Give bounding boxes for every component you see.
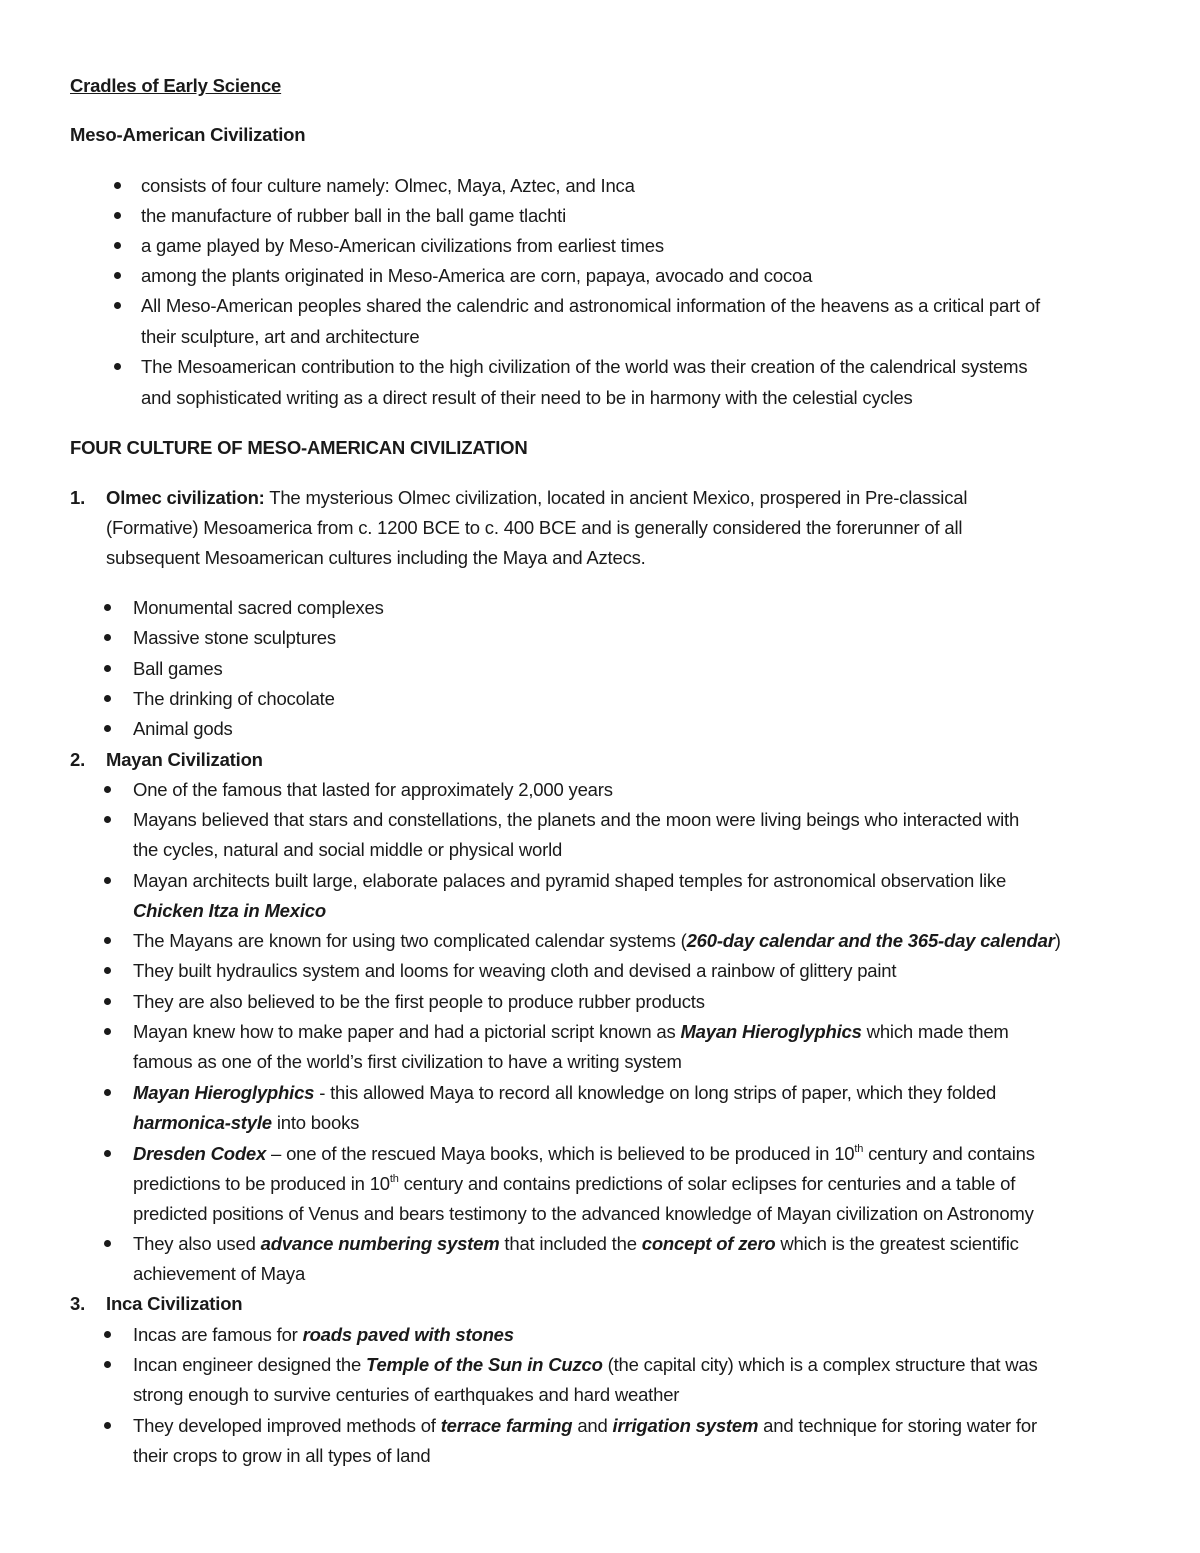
text: which is the greatest scientific: [775, 1233, 1019, 1254]
text: century and contains predictions of solar eclipses for centuries and a table of: [398, 1173, 1016, 1194]
list-item: the manufacture of rubber ball in the ball game tlachti: [141, 205, 567, 226]
text: that included the: [499, 1233, 642, 1254]
emphasis: Temple of the Sun in Cuzco: [366, 1354, 603, 1375]
list-item: One of the famous that lasted for approximately 2,000 years: [133, 779, 613, 800]
list-item: Mayans believed that stars and constellations, the planets and the moon were living beings who interacted with: [133, 809, 1020, 830]
list-item-continued: the cycles, natural and social middle or physical world: [133, 839, 563, 860]
bullet-icon: [104, 725, 111, 732]
emphasis: Mayan Hieroglyphics: [133, 1082, 315, 1103]
list-item-continued: achievement of Maya: [133, 1263, 306, 1284]
list-item-continued: their sculpture, art and architecture: [141, 326, 420, 347]
section-heading: Meso-American Civilization: [70, 124, 306, 145]
olmec-paragraph-line: (Formative) Mesoamerica from c. 1200 BCE to c. 400 BCE and is generally considered the forerunner of all: [106, 517, 963, 538]
list-item: The drinking of chocolate: [133, 688, 335, 709]
list-item: [133, 1143, 1035, 1165]
bullet-icon: [114, 363, 121, 370]
text: The Mayans are known for using two complicated calendar systems (: [133, 930, 687, 951]
bullet-icon: [114, 302, 121, 309]
list-item: [133, 1021, 1009, 1043]
maya-heading: Mayan Civilization: [106, 749, 263, 770]
bullet-icon: [104, 1240, 111, 1247]
list-item-continued: predicted positions of Venus and bears testimony to the advanced knowledge of Mayan civilization on Astronomy: [133, 1203, 1034, 1224]
list-item: The Mesoamerican contribution to the high civilization of the world was their creation of the calendrical systems: [141, 356, 1028, 377]
list-item-continued: and sophisticated writing as a direct result of their need to be in harmony with the celestial cycles: [141, 387, 913, 408]
text: Incas are famous for: [133, 1324, 303, 1345]
bullet-icon: [104, 604, 111, 611]
emphasis: roads paved with stones: [302, 1324, 514, 1345]
emphasis: Mayan Hieroglyphics: [680, 1021, 862, 1042]
text: Mayan knew how to make paper and had a pictorial script known as: [133, 1021, 681, 1042]
olmec-heading: Olmec civilization:: [106, 487, 265, 508]
list-item: [133, 1233, 1019, 1255]
bullet-icon: [104, 1422, 111, 1429]
list-item: Ball games: [133, 658, 223, 679]
emphasis: irrigation system: [612, 1415, 759, 1436]
bullet-icon: [104, 998, 111, 1005]
bullet-icon: [104, 695, 111, 702]
olmec-text: The mysterious Olmec civilization, located in ancient Mexico, prospered in Pre-classical: [264, 487, 968, 508]
list-item: among the plants originated in Meso-America are corn, papaya, avocado and cocoa: [141, 265, 813, 286]
text: into books: [271, 1112, 360, 1133]
bullet-icon: [104, 967, 111, 974]
list-number: 3.: [70, 1293, 86, 1314]
list-item: Animal gods: [133, 718, 233, 739]
text: and technique for storing water for: [758, 1415, 1037, 1436]
list-item: [133, 1415, 1037, 1437]
text: They also used: [133, 1233, 261, 1254]
list-item: All Meso-American peoples shared the calendric and astronomical information of the heavens as a critical part of: [141, 295, 1040, 316]
bullet-icon: [114, 272, 121, 279]
olmec-paragraph-line: subsequent Mesoamerican cultures including the Maya and Aztecs.: [106, 547, 646, 568]
bullet-icon: [104, 665, 111, 672]
list-item: Mayan architects built large, elaborate palaces and pyramid shaped temples for astronomical observation like: [133, 870, 1007, 891]
emphasis: concept of zero: [641, 1233, 776, 1254]
superscript: th: [389, 1173, 399, 1185]
text: century and contains: [863, 1143, 1035, 1164]
bullet-icon: [104, 937, 111, 944]
emphasis: terrace farming: [440, 1415, 573, 1436]
text: ): [1054, 930, 1061, 951]
list-item: [133, 1324, 514, 1346]
bullet-icon: [114, 242, 121, 249]
bullet-icon: [104, 786, 111, 793]
bullet-icon: [104, 1028, 111, 1035]
text: – one of the rescued Maya books, which is believed to be produced in 10: [266, 1143, 855, 1164]
list-item-continued: strong enough to survive centuries of earthquakes and hard weather: [133, 1384, 680, 1405]
text: - this allowed Maya to record all knowledge on long strips of paper, which they folded: [314, 1082, 997, 1103]
list-item: Monumental sacred complexes: [133, 597, 384, 618]
text: predictions to be produced in 10: [133, 1173, 390, 1194]
text: and: [572, 1415, 613, 1436]
text: They developed improved methods of: [133, 1415, 441, 1436]
olmec-paragraph-line: [106, 487, 967, 509]
list-item: They are also believed to be the first people to produce rubber products: [133, 991, 705, 1012]
bullet-icon: [104, 1089, 111, 1096]
inca-heading: Inca Civilization: [106, 1293, 243, 1314]
bullet-icon: [104, 634, 111, 641]
bullet-icon: [104, 1150, 111, 1157]
bullet-icon: [114, 182, 121, 189]
list-item-continued: [133, 1112, 359, 1134]
list-number: 1.: [70, 487, 86, 508]
list-item: Massive stone sculptures: [133, 627, 336, 648]
bullet-icon: [104, 877, 111, 884]
list-number: 2.: [70, 749, 86, 770]
list-item-continued: Chicken Itza in Mexico: [133, 900, 326, 921]
bullet-icon: [104, 816, 111, 823]
list-item: [133, 1082, 996, 1104]
bullet-icon: [114, 212, 121, 219]
text: Incan engineer designed the: [133, 1354, 367, 1375]
list-item-continued: [133, 1173, 1015, 1195]
emphasis: advance numbering system: [260, 1233, 500, 1254]
emphasis: 260-day calendar and the 365-day calendar: [686, 930, 1055, 951]
list-item: a game played by Meso-American civilizations from earliest times: [141, 235, 664, 256]
list-item-continued: their crops to grow in all types of land: [133, 1445, 431, 1466]
emphasis: Dresden Codex: [133, 1143, 267, 1164]
list-item-continued: famous as one of the world’s first civilization to have a writing system: [133, 1051, 682, 1072]
doc-title: Cradles of Early Science: [70, 75, 282, 96]
list-item: consists of four culture namely: Olmec, Maya, Aztec, and Inca: [141, 175, 635, 196]
emphasis: harmonica-style: [133, 1112, 272, 1133]
list-item: [133, 930, 1061, 952]
text: which made them: [861, 1021, 1009, 1042]
list-item: [133, 1354, 1038, 1376]
bullet-icon: [104, 1331, 111, 1338]
section-heading: FOUR CULTURE OF MESO-AMERICAN CIVILIZATION: [70, 437, 528, 458]
superscript: th: [854, 1143, 864, 1155]
text: (the capital city) which is a complex structure that was: [602, 1354, 1038, 1375]
bullet-icon: [104, 1361, 111, 1368]
list-item: They built hydraulics system and looms for weaving cloth and devised a rainbow of glittery paint: [133, 960, 897, 981]
